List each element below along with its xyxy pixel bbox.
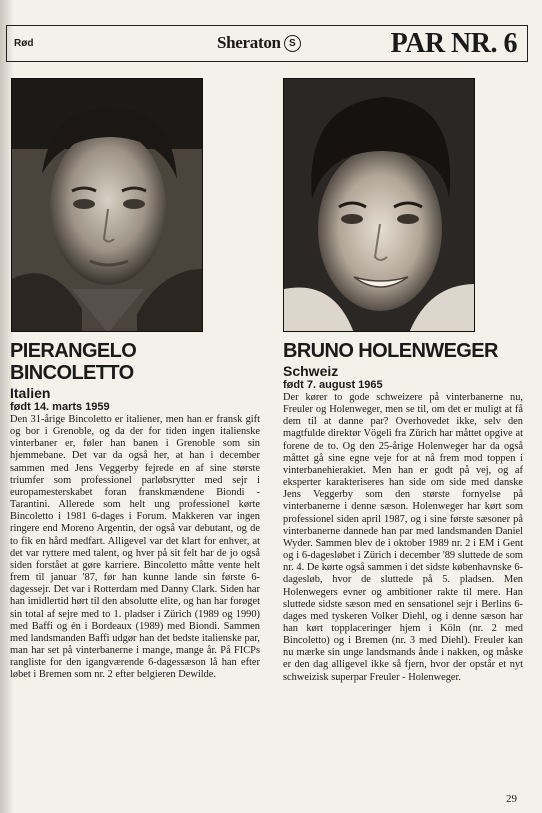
rider-birthdate: født 7. august 1965 (283, 379, 383, 391)
rider-photo-holenweger (283, 78, 475, 332)
sheraton-brand (217, 33, 301, 53)
page-header (6, 25, 528, 62)
rider-biography: Der kører to gode schweizere på vinterbanerne nu, Freuler og Holenweger, men se til, om det er muligt at få dem til at danne par? Overhovedet ikke, selv den magtfulde direktør Vögeli fra Zürich har måttet opgive at forene de to. Og den 25-årige Holenweger har da også måttet gå sine egne veje for at nå frem mod toppen i vinterbanehierakiet. Men han er godt på vej, og af eksperter karakteriseres han side om side med danske Jens Veggerby som den største fornyelse på vinterbanerne i denne sæson. Holenweger har kørt som professionel siden april 1987, og i sine første sæsoner på vinterbanerne dannede han par med landsmanden Daniel Wyder. Sammen blev de i oktober 1989 nr. 2 i EM i Gent og i 6-dagesløbet i Zürich i december '89 sluttede de som nr. 4. De kørte også sammen i det sidste københavnske 6-dagesløb, hvor de sluttede på 5. pladsen. Men Holenwegers evner og ambitioner rakte til mere. Han sluttede sidste sæson med en sensationel sejr i Berlins 6-dages med tyskeren Volker Diehl, og i denne sæson har han kørt topplaceringer hjem i Köln (nr. 2 med Bincoletto) og i Bremen (nr. 3 med Diehl). Freuler kan nu mærke sin unge landsmands ånde i nakken, og måske er den dag alligevel ikke så fjern, hvor der opstår et nyt schweizisk superpar Freuler - Holenweger. (283, 392, 523, 683)
color-label: Rød (14, 38, 34, 49)
rider-name-line2: BINCOLETTO (10, 362, 134, 384)
rider-column-holenweger (283, 340, 523, 684)
page-number: 29 (506, 793, 517, 805)
rider-photo-bincoletto (11, 78, 203, 332)
rider-name-line1: PIERANGELO (10, 340, 137, 362)
rider-column-bincoletto (10, 340, 260, 681)
rider-country: Schweiz (283, 363, 339, 379)
brand-name: Sheraton (217, 33, 281, 52)
pair-title: PAR NR. 6 (390, 28, 517, 59)
portrait-image (284, 79, 475, 332)
rider-birthdate: født 14. marts 1959 (10, 401, 110, 413)
portrait-image (12, 79, 203, 332)
rider-biography: Den 31-årige Bincoletto er italiener, men han er fransk gift og bor i Grenoble, og da der for tiden ingen italienske vinterbaner er, føler han banen i Grenoble som sin hjemmebane. Det var da også her, at han i december sammen med Jens Veggerby fejrede en af sine største triumfer som professionel parløbsrytter med sejr i europamesterskabet foran franskmændene Biondi - Tarantini. Allerede som helt ung professionel kørte Bincoletto i 1981 6-dages i Forum. Makkeren var ingen ringere end Moreno Argentin, der også var debutant, og de to fik en hård medfart. Alligevel var det klart for enhver, at det var ryttere med talent, og hver på sit felt har de jo også siden forstået at gøre karriere. Bincoletto måtte vente helt frem til januar '87, før han kunne lande sin første 6-dagessejr. Det var i Rotterdam med Danny Clark. Siden har han imidlertid hørt til den absolutte elite, og han har forøget sin total af sejre med to 1. pladser i Zürich (1989 og 1990) med Baffi og én i Bordeaux (1989) med Biondi. Sammen med landsmanden Baffi udgør han det bedste italienske par, man har set på vinterbanerne i mange, mange år. På FICPs rangliste for den igangværende 6-dagessæson lå han efter løbet i Bremen som nr. 2 efter belgieren Dewilde. (10, 414, 260, 681)
rider-country: Italien (10, 385, 51, 401)
sheraton-logo-icon: S (284, 35, 301, 52)
rider-name: BRUNO HOLENWEGER (283, 340, 498, 362)
